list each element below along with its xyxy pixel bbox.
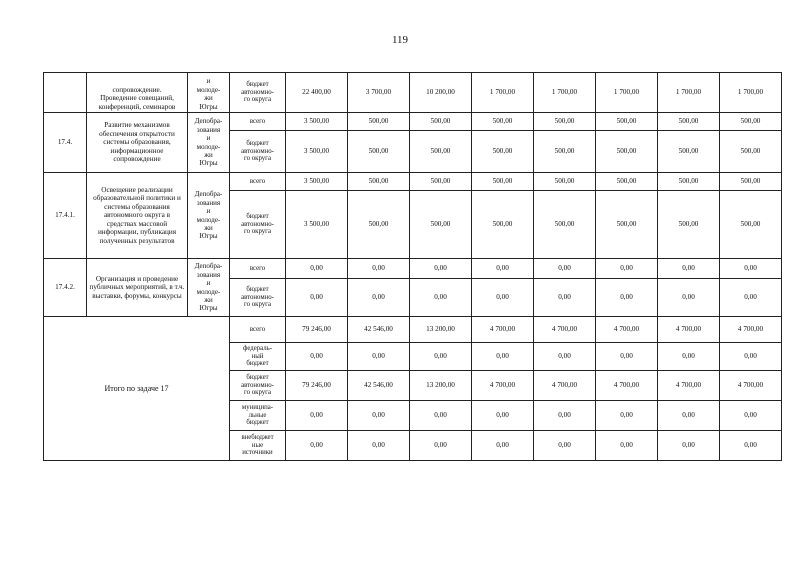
value-cell: 500,00 (720, 113, 782, 131)
value-cell: 22 400,00 (286, 73, 348, 113)
funding-source: внебюджет ные источники (230, 431, 286, 461)
funding-source: федераль- ный бюджет (230, 343, 286, 371)
value-cell: 1 700,00 (658, 73, 720, 113)
table-row (44, 113, 782, 131)
table-row (44, 259, 782, 279)
value-cell: 500,00 (596, 131, 658, 173)
value-cell: 500,00 (596, 191, 658, 259)
value-cell: 500,00 (720, 191, 782, 259)
funding-source: всего (230, 317, 286, 343)
value-cell: 0,00 (472, 401, 534, 431)
value-cell: 500,00 (720, 131, 782, 173)
value-cell: 4 700,00 (534, 317, 596, 343)
budget-table (43, 72, 782, 461)
value-cell: 3 500,00 (286, 113, 348, 131)
value-cell: 0,00 (410, 401, 472, 431)
value-cell: 3 700,00 (348, 73, 410, 113)
value-cell: 4 700,00 (472, 371, 534, 401)
value-cell: 0,00 (286, 431, 348, 461)
value-cell: 500,00 (410, 191, 472, 259)
item-number (44, 73, 87, 113)
value-cell: 500,00 (658, 131, 720, 173)
value-cell: 0,00 (658, 259, 720, 279)
value-cell: 0,00 (410, 279, 472, 317)
value-cell: 0,00 (658, 279, 720, 317)
table-row (44, 73, 782, 113)
value-cell: 500,00 (534, 113, 596, 131)
value-cell: 0,00 (410, 259, 472, 279)
value-cell: 0,00 (534, 401, 596, 431)
value-cell: 0,00 (472, 279, 534, 317)
value-cell: 500,00 (534, 173, 596, 191)
value-cell: 4 700,00 (472, 317, 534, 343)
funding-source: бюджет автономно- го округа (230, 191, 286, 259)
value-cell: 0,00 (472, 343, 534, 371)
value-cell: 3 500,00 (286, 131, 348, 173)
value-cell: 13 200,00 (410, 317, 472, 343)
value-cell: 79 246,00 (286, 371, 348, 401)
total-row (44, 317, 782, 343)
value-cell: 500,00 (472, 191, 534, 259)
value-cell: 1 700,00 (720, 73, 782, 113)
value-cell: 500,00 (472, 131, 534, 173)
value-cell: 4 700,00 (658, 317, 720, 343)
value-cell: 0,00 (348, 259, 410, 279)
total-label: Итого по задаче 17 (44, 317, 230, 461)
value-cell: 1 700,00 (472, 73, 534, 113)
value-cell: 0,00 (720, 343, 782, 371)
value-cell: 0,00 (286, 401, 348, 431)
value-cell: 500,00 (410, 173, 472, 191)
value-cell: 0,00 (658, 401, 720, 431)
value-cell: 79 246,00 (286, 317, 348, 343)
value-cell: 500,00 (348, 131, 410, 173)
funding-source: всего (230, 173, 286, 191)
value-cell: 4 700,00 (658, 371, 720, 401)
value-cell: 42 546,00 (348, 371, 410, 401)
item-name: Организация и проведение публичных мероприятий, в т.ч. выставки, форумы, конкурсы (87, 259, 188, 317)
funding-source: бюджет автономно- го округа (230, 371, 286, 401)
value-cell: 0,00 (658, 431, 720, 461)
value-cell: 4 700,00 (720, 371, 782, 401)
value-cell: 500,00 (596, 113, 658, 131)
executor: Депобра- зования и молоде- жи Югры (188, 113, 230, 173)
item-name: Освещение реализации образовательной политики и системы образования автономного округа в средствах массовой информации, публикация полученных результатов (87, 173, 188, 259)
value-cell: 0,00 (286, 343, 348, 371)
item-number: 17.4.2. (44, 259, 87, 317)
value-cell: 3 500,00 (286, 191, 348, 259)
executor: Депобра- зования и молоде- жи Югры (188, 259, 230, 317)
value-cell: 0,00 (410, 431, 472, 461)
value-cell: 500,00 (596, 173, 658, 191)
value-cell: 500,00 (658, 191, 720, 259)
value-cell: 500,00 (348, 113, 410, 131)
value-cell: 0,00 (596, 279, 658, 317)
value-cell: 0,00 (596, 401, 658, 431)
value-cell: 0,00 (720, 279, 782, 317)
funding-source: бюджет автономно- го округа (230, 73, 286, 113)
value-cell: 500,00 (410, 131, 472, 173)
value-cell: 0,00 (348, 343, 410, 371)
value-cell: 0,00 (286, 259, 348, 279)
value-cell: 500,00 (658, 113, 720, 131)
value-cell: 500,00 (534, 131, 596, 173)
funding-source: бюджет автономно- го округа (230, 131, 286, 173)
value-cell: 4 700,00 (534, 371, 596, 401)
funding-source: бюджет автономно- го округа (230, 279, 286, 317)
value-cell: 3 500,00 (286, 173, 348, 191)
value-cell: 500,00 (720, 173, 782, 191)
value-cell: 0,00 (596, 259, 658, 279)
value-cell: 0,00 (658, 343, 720, 371)
value-cell: 4 700,00 (596, 371, 658, 401)
value-cell: 1 700,00 (534, 73, 596, 113)
value-cell: 500,00 (348, 173, 410, 191)
value-cell: 0,00 (348, 431, 410, 461)
value-cell: 0,00 (534, 259, 596, 279)
value-cell: 0,00 (720, 401, 782, 431)
value-cell: 0,00 (472, 259, 534, 279)
value-cell: 0,00 (348, 279, 410, 317)
value-cell: 500,00 (472, 173, 534, 191)
executor: Депобра- зования и молоде- жи Югры (188, 173, 230, 259)
value-cell: 0,00 (286, 279, 348, 317)
value-cell: 10 200,00 (410, 73, 472, 113)
item-name: сопровождение. Проведение совещаний, конференций, семинаров (87, 73, 188, 113)
funding-source: всего (230, 259, 286, 279)
value-cell: 0,00 (534, 279, 596, 317)
value-cell: 0,00 (534, 343, 596, 371)
table-row (44, 173, 782, 191)
value-cell: 0,00 (596, 431, 658, 461)
value-cell: 0,00 (410, 343, 472, 371)
value-cell: 13 200,00 (410, 371, 472, 401)
value-cell: 42 546,00 (348, 317, 410, 343)
value-cell: 0,00 (596, 343, 658, 371)
funding-source: всего (230, 113, 286, 131)
value-cell: 500,00 (410, 113, 472, 131)
item-number: 17.4. (44, 113, 87, 173)
funding-source: муниципа- льные бюджет (230, 401, 286, 431)
value-cell: 0,00 (348, 401, 410, 431)
value-cell: 500,00 (658, 173, 720, 191)
value-cell: 500,00 (534, 191, 596, 259)
value-cell: 500,00 (348, 191, 410, 259)
value-cell: 4 700,00 (596, 317, 658, 343)
value-cell: 1 700,00 (596, 73, 658, 113)
item-name: Развитие механизмов обеспечения открытости системы образования, информационное сопровождение (87, 113, 188, 173)
value-cell: 0,00 (472, 431, 534, 461)
page-number: 119 (391, 34, 409, 46)
executor: и молоде- жи Югры (188, 73, 230, 113)
value-cell: 4 700,00 (720, 317, 782, 343)
value-cell: 0,00 (720, 259, 782, 279)
value-cell: 0,00 (720, 431, 782, 461)
value-cell: 500,00 (472, 113, 534, 131)
item-number: 17.4.1. (44, 173, 87, 259)
value-cell: 0,00 (534, 431, 596, 461)
